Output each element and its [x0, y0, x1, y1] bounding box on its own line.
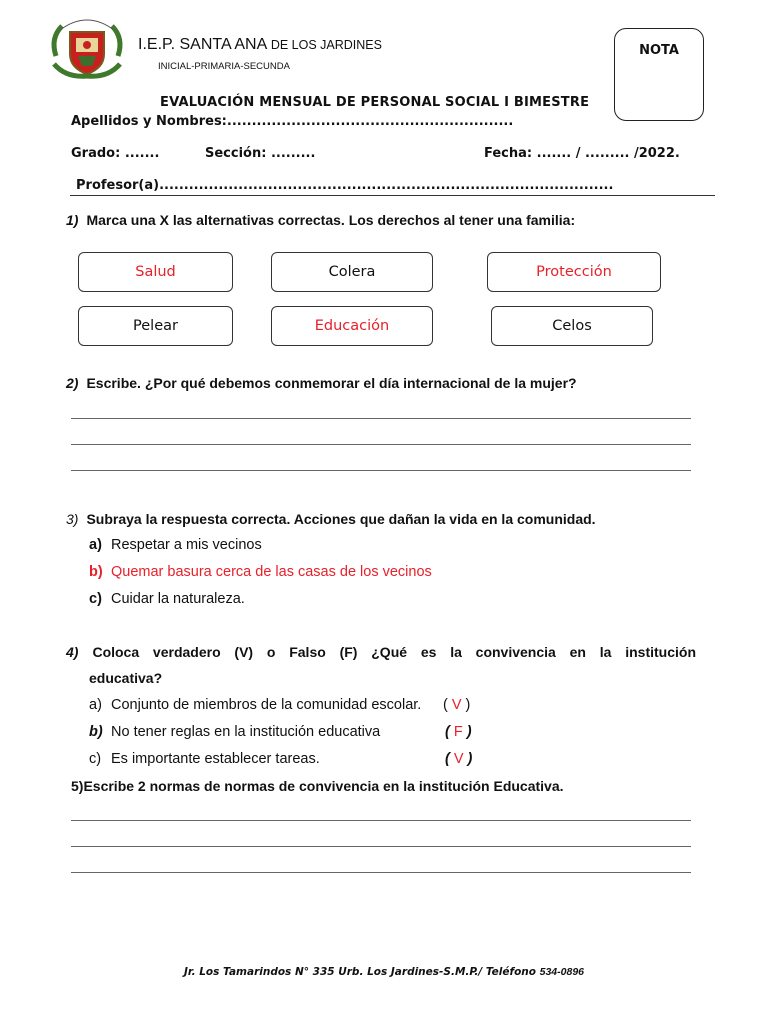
question-2-number: 2)	[66, 375, 79, 391]
question-4-number: 4)	[66, 644, 79, 660]
list-item[interactable]	[89, 564, 432, 580]
item-text: No tener reglas en la institución educativa	[111, 724, 381, 740]
answer-line[interactable]	[71, 846, 691, 847]
item-letter: c)	[89, 751, 102, 767]
answer-line[interactable]	[71, 872, 691, 873]
option-card[interactable]	[78, 252, 233, 292]
section-field: Sección: .........	[205, 146, 316, 161]
option-label: Protección	[536, 264, 612, 280]
question-2	[66, 375, 577, 391]
school-logo	[46, 16, 128, 82]
answer-line[interactable]	[71, 444, 691, 445]
question-4	[66, 644, 696, 660]
option-text: Respetar a mis vecinos	[111, 537, 262, 553]
footer-address-text: Jr. Los Tamarindos N° 335 Urb. Los Jardines-S.M.P./ Teléfono	[184, 966, 536, 978]
list-item[interactable]	[89, 537, 262, 553]
option-label: Celos	[552, 318, 592, 334]
option-letter: c)	[89, 591, 102, 607]
footer-phone: 534-0896	[539, 966, 584, 978]
question-1	[66, 212, 575, 228]
question-3	[66, 511, 596, 527]
answer-line[interactable]	[71, 470, 691, 471]
list-item[interactable]	[89, 591, 245, 607]
teacher-field: Profesor(a)............................................................................................	[76, 178, 614, 193]
grade-box	[614, 28, 704, 121]
school-name	[138, 36, 382, 54]
question-1-text: Marca una X las alternativas correctas. Los derechos al tener una familia:	[86, 212, 576, 228]
option-label: Educación	[314, 318, 390, 334]
tf-answer[interactable]: ( V )	[443, 697, 471, 713]
question-1-number: 1)	[66, 212, 79, 228]
option-card[interactable]	[491, 306, 653, 346]
tf-answer-value: V	[451, 697, 462, 713]
item-text: Conjunto de miembros de la comunidad escolar.	[111, 697, 422, 713]
item-text: Es importante establecer tareas.	[111, 751, 320, 767]
question-2-text: Escribe. ¿Por qué debemos conmemorar el día internacional de la mujer?	[86, 375, 577, 391]
tf-answer-value: F	[453, 724, 463, 740]
question-5: 5)Escribe 2 normas de normas de convivencia en la institución Educativa.	[71, 778, 564, 794]
tf-item	[89, 724, 380, 740]
school-name-suffix: DE LOS JARDINES	[270, 38, 382, 52]
question-4-text-cont: educativa?	[89, 670, 163, 686]
question-3-number: 3)	[66, 511, 79, 527]
question-4-text: Coloca verdadero (V) o Falso (F) ¿Qué es la convivencia en la institución	[92, 644, 696, 660]
item-letter: a)	[89, 697, 102, 713]
option-text: Cuidar la naturaleza.	[111, 591, 245, 607]
school-levels: INICIAL-PRIMARIA-SECUNDA	[158, 61, 290, 72]
option-text: Quemar basura cerca de las casas de los vecinos	[111, 564, 432, 580]
option-label: Colera	[328, 264, 376, 280]
option-card[interactable]	[271, 306, 433, 346]
school-name-main: I.E.P. SANTA ANA	[138, 36, 267, 53]
option-card[interactable]	[487, 252, 661, 292]
question-3-text: Subraya la respuesta correcta. Acciones que dañan la vida en la comunidad.	[86, 511, 596, 527]
student-name-field: Apellidos y Nombres:..........................................................	[71, 114, 514, 129]
option-card[interactable]	[78, 306, 233, 346]
tf-answer[interactable]: ( F )	[445, 724, 472, 740]
tf-answer-value: V	[453, 751, 464, 767]
option-card[interactable]	[271, 252, 433, 292]
header-divider	[70, 195, 715, 196]
option-letter: a)	[89, 537, 102, 553]
date-field: Fecha: ....... / ......... /2022.	[484, 146, 680, 161]
exam-title: EVALUACIÓN MENSUAL DE PERSONAL SOCIAL I BIMESTRE	[160, 95, 590, 110]
answer-line[interactable]	[71, 418, 691, 419]
answer-line[interactable]	[71, 820, 691, 821]
grade-label: NOTA	[639, 43, 679, 58]
tf-item	[89, 697, 421, 713]
tf-item	[89, 751, 320, 767]
option-label: Pelear	[133, 318, 178, 334]
option-letter: b)	[89, 564, 103, 580]
footer-address	[0, 966, 768, 978]
tf-answer[interactable]: ( V )	[445, 751, 473, 767]
option-label: Salud	[135, 264, 176, 280]
item-letter: b)	[89, 724, 103, 740]
grade-field: Grado: .......	[71, 146, 160, 161]
